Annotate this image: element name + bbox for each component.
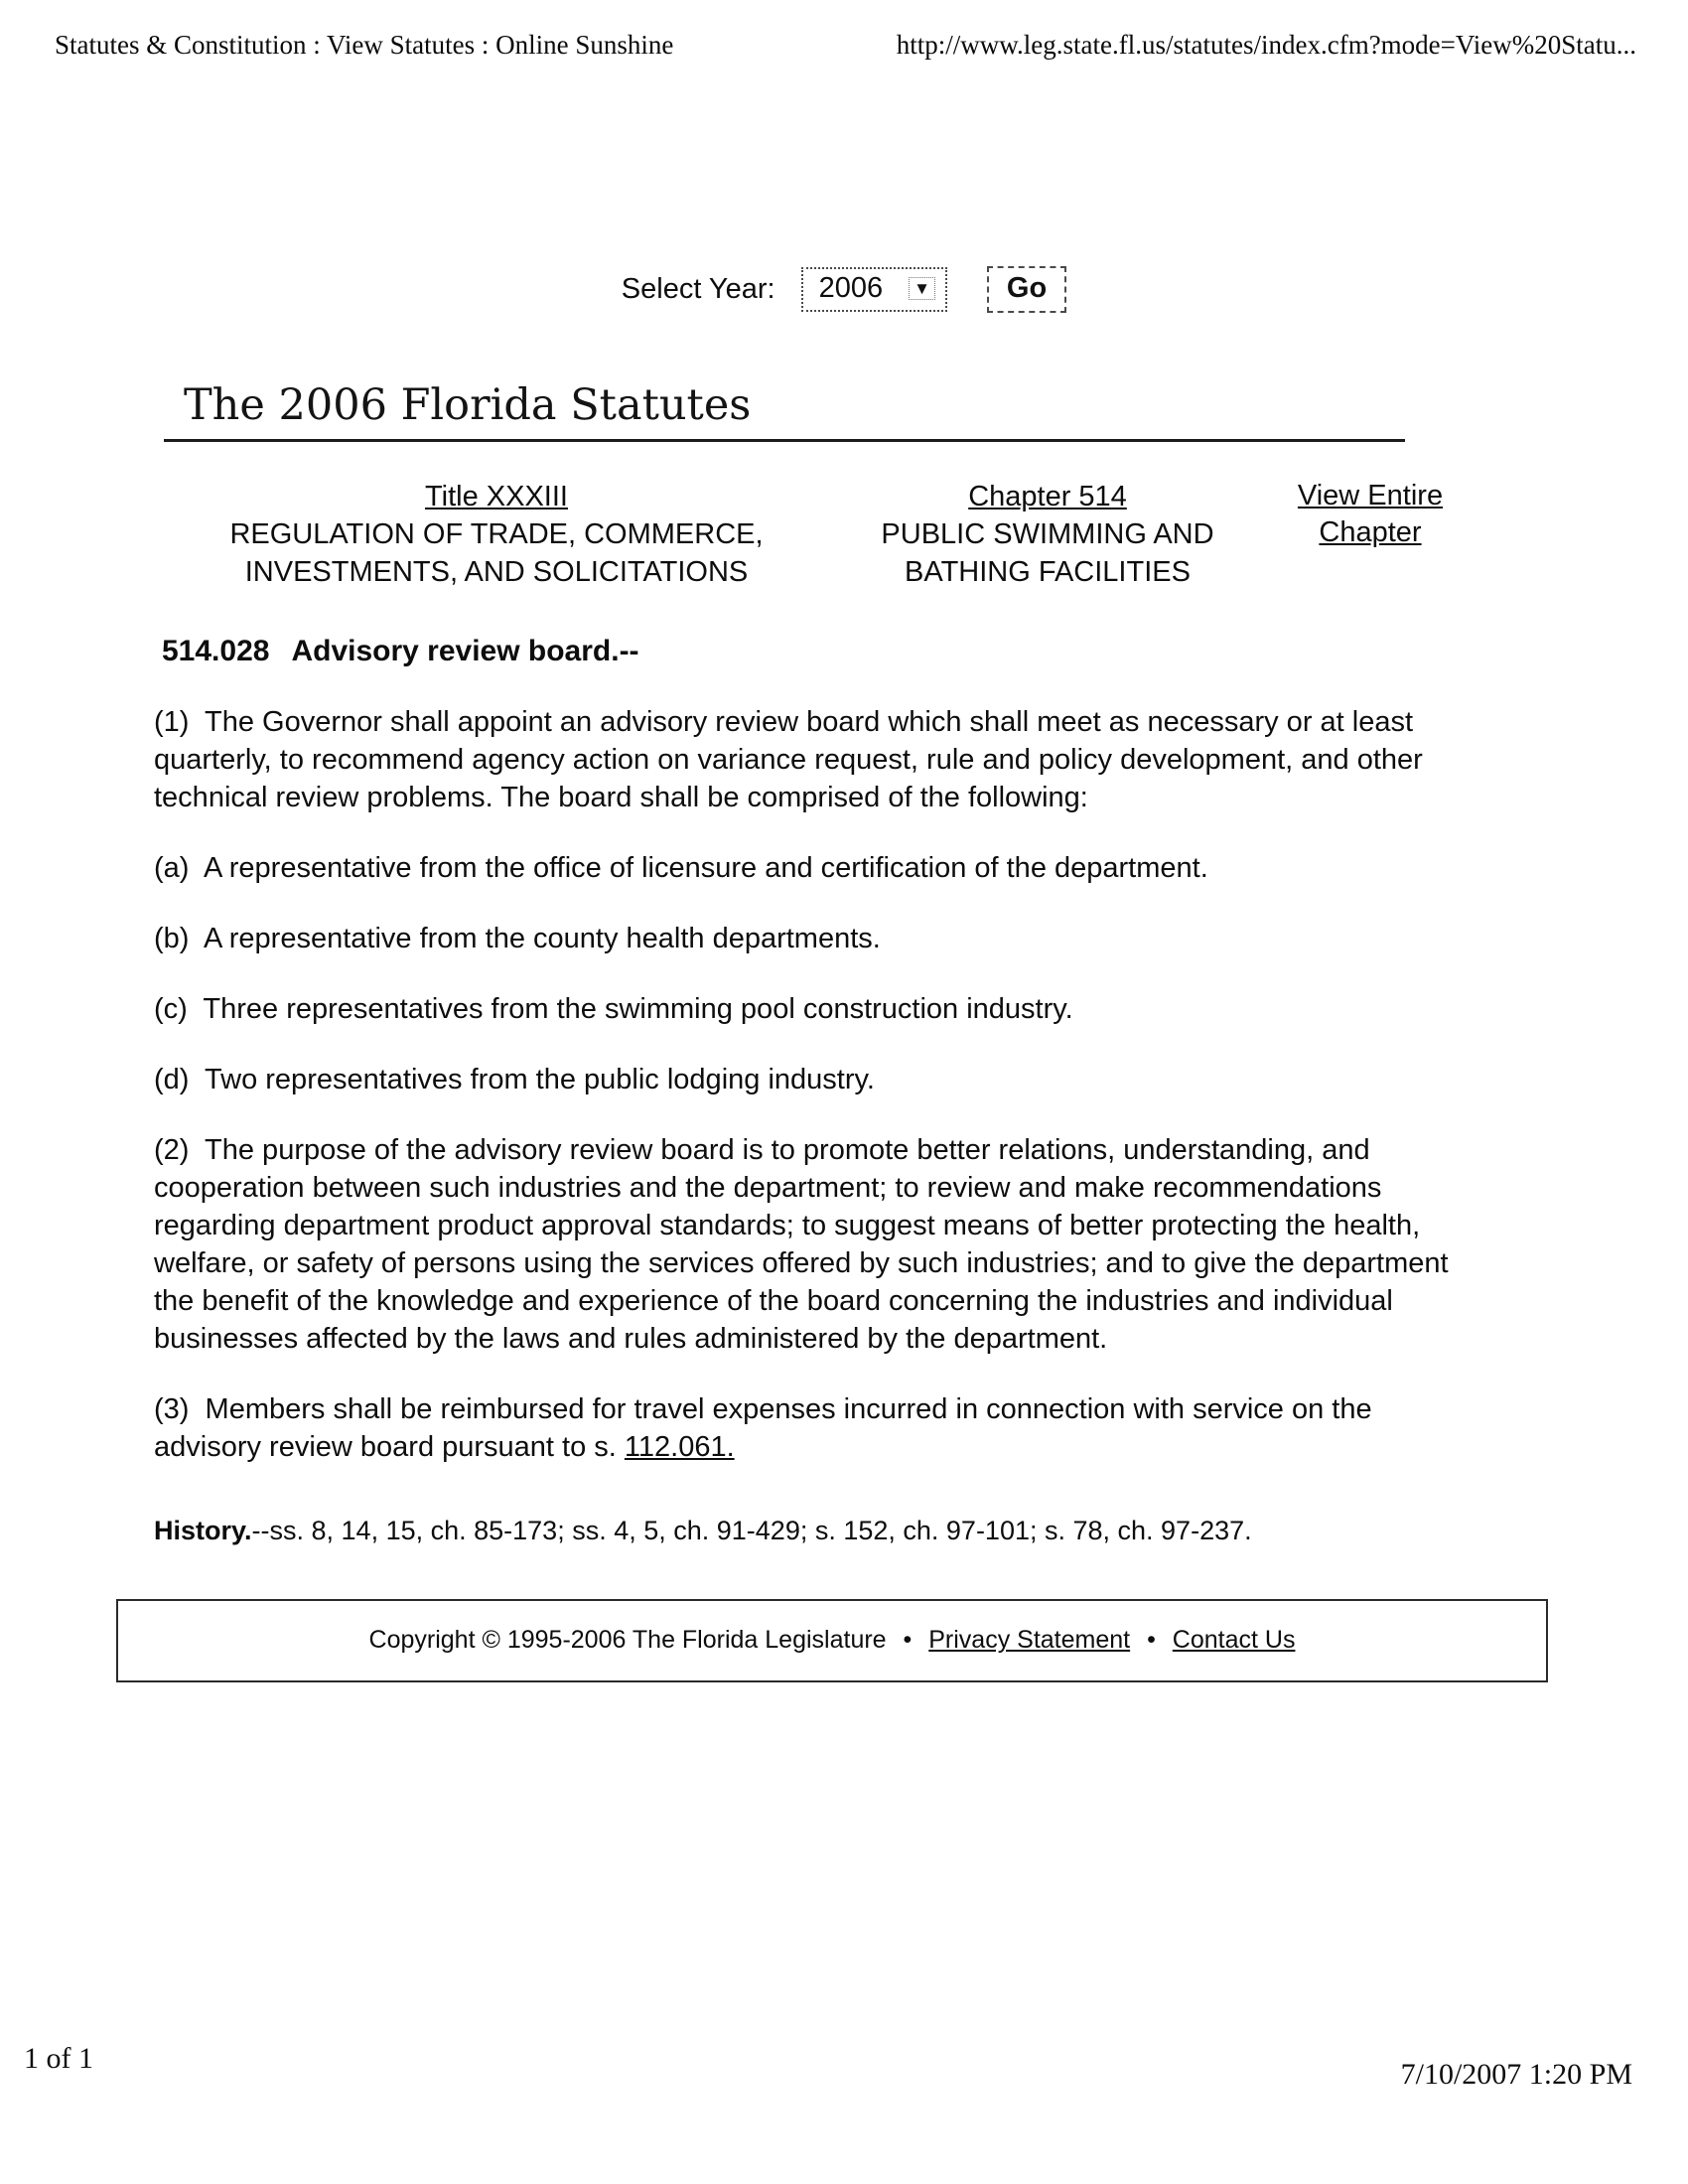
paragraph-1c: (c) Three representatives from the swimming pool construction industry. — [154, 993, 1073, 1026]
history-note — [154, 1512, 1460, 1549]
chapter-link[interactable]: Chapter 514 — [968, 481, 1127, 513]
paragraph-1b: (b) A representative from the county health departments. — [154, 923, 881, 955]
paragraph-2: (2) The purpose of the advisory review board is to promote better relations, understanding, and cooperation between such industries and the department; to review and make recommendations regarding department product approval standards; to suggest means of better protecting the health, welfare, or safety of persons using the services offered by such industries; and to give the department the benefit of the knowledge and experience of the board concerning the industries and individual businesses affected by the laws and rules administered by the department. — [154, 1134, 1457, 1356]
history-label: History. — [154, 1516, 252, 1546]
section-number: 514.028 — [162, 635, 270, 668]
title-name-line1: REGULATION OF TRADE, COMMERCE, — [229, 518, 764, 551]
view-entire-chapter-link[interactable]: View Entire Chapter — [1297, 480, 1444, 549]
year-selector-row — [0, 266, 1688, 313]
print-timestamp: 7/10/2007 1:20 PM — [1400, 2058, 1632, 2091]
paragraph-1a: (a) A representative from the office of licensure and certification of the department. — [154, 852, 1208, 885]
print-header-url: http://www.leg.state.fl.us/statutes/index.cfm?mode=View%20Statu... — [896, 30, 1636, 60]
title-link[interactable]: Title XXXIII — [425, 481, 568, 513]
section-heading — [162, 633, 1460, 670]
bullet-separator: • — [903, 1626, 913, 1655]
section-catchline: Advisory review board.-- — [291, 635, 639, 668]
statute-nav — [154, 478, 1460, 591]
copyright-text: Copyright © 1995-2006 The Florida Legislature — [368, 1626, 887, 1655]
nav-view-column — [1281, 478, 1460, 591]
privacy-statement-link[interactable]: Privacy Statement — [928, 1626, 1131, 1655]
year-dropdown[interactable] — [801, 267, 947, 312]
print-header — [55, 30, 1636, 61]
go-button[interactable]: Go — [987, 266, 1066, 313]
page-number: 1 of 1 — [24, 2042, 93, 2075]
page-title: The 2006 Florida Statutes — [184, 380, 752, 430]
copyright-bar — [116, 1599, 1548, 1682]
bullet-separator: • — [1147, 1626, 1156, 1655]
select-year-label: Select Year: — [621, 273, 775, 305]
print-header-title: Statutes & Constitution : View Statutes : Online Sunshine — [55, 30, 674, 60]
paragraph-3 — [154, 1390, 1460, 1466]
title-name-line2: INVESTMENTS, AND SOLICITATIONS — [244, 556, 749, 589]
year-dropdown-value: 2006 — [818, 272, 884, 304]
nav-chapter-column — [849, 478, 1246, 591]
statute-cross-reference-link[interactable]: 112.061. — [624, 1431, 735, 1464]
title-rule — [164, 439, 1405, 442]
nav-title-column — [179, 478, 814, 591]
paragraph-1: (1) The Governor shall appoint an advisory review board which shall meet as necessary or at least quarterly, to recommend agency action on variance request, rule and policy development, and other technical review problems. The board shall be comprised of the following: — [154, 706, 1431, 814]
paragraph-1d: (d) Two representatives from the public lodging industry. — [154, 1064, 875, 1096]
chevron-down-icon: ▼ — [909, 277, 935, 300]
history-text: --ss. 8, 14, 15, ch. 85-173; ss. 4, 5, ch. 91-429; s. 152, ch. 97-101; s. 78, ch. 97-237. — [251, 1516, 1252, 1546]
chapter-name-line1: PUBLIC SWIMMING AND — [881, 518, 1214, 551]
chapter-name-line2: BATHING FACILITIES — [905, 556, 1191, 589]
contact-us-link[interactable]: Contact Us — [1172, 1626, 1296, 1655]
statute-content — [154, 381, 1460, 1682]
paragraph-3-text: (3) Members shall be reimbursed for travel expenses incurred in connection with service on the advisory review board pursuant to s. — [154, 1393, 1380, 1464]
